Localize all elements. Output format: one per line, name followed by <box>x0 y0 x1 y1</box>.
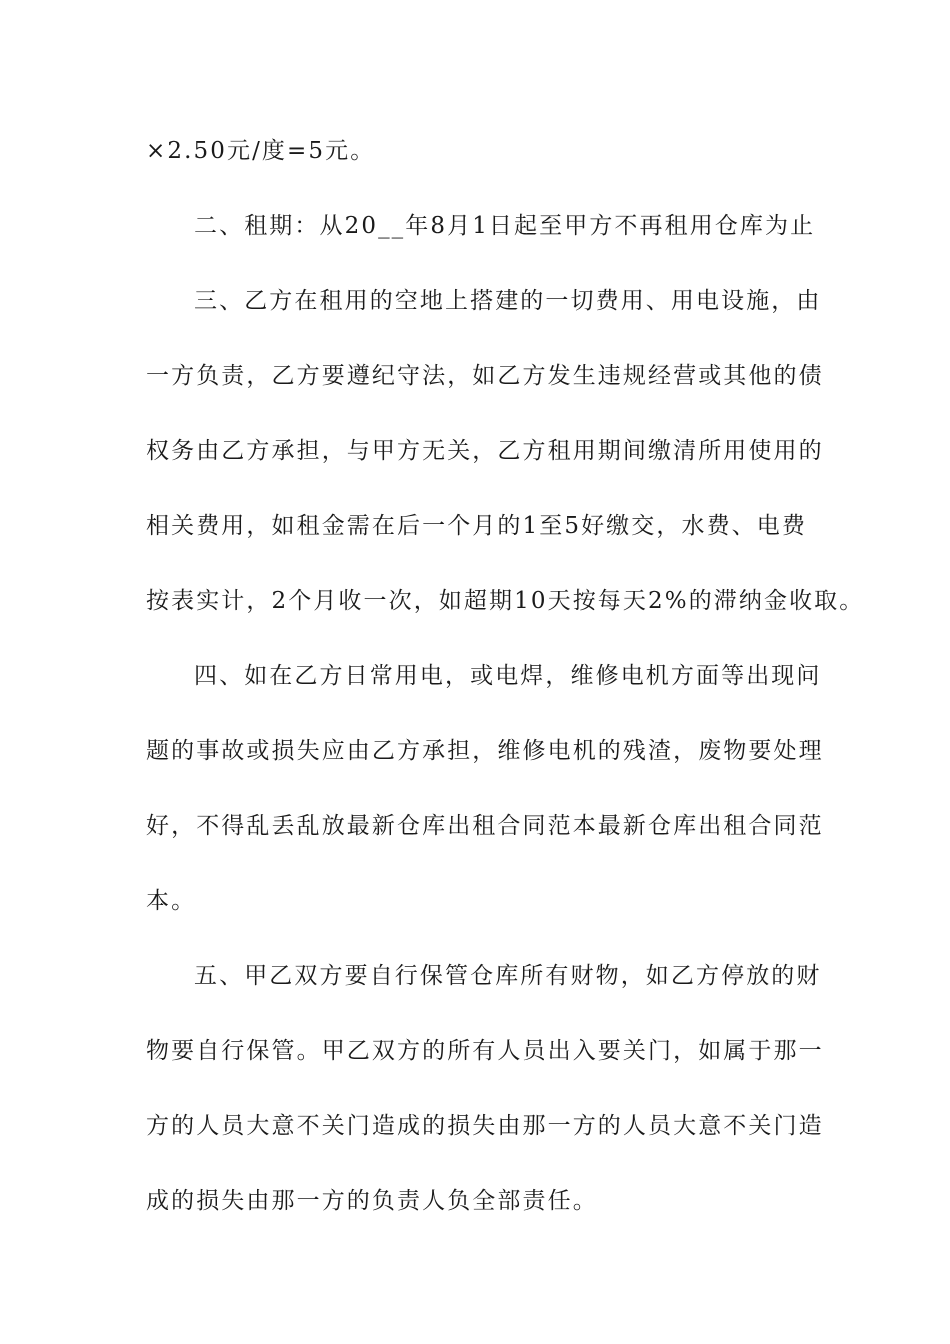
clause-3-line-4: 相关费用，如租金需在后一个月的1至5好缴交，水费、电费 <box>146 513 807 539</box>
clause-4-line-4: 本。 <box>146 888 197 914</box>
clause-5-line-2: 物要自行保管。甲乙双方的所有人员出入要关门，如属于那一 <box>146 1038 824 1064</box>
clause-4-line-2: 题的事故或损失应由乙方承担，维修电机的残渣，废物要处理 <box>146 738 824 764</box>
clause-3-line-1: 三、乙方在租用的空地上搭建的一切费用、用电设施，由 <box>194 288 822 314</box>
clause-5-line-3: 方的人员大意不关门造成的损失由那一方的人员大意不关门造 <box>146 1113 824 1139</box>
clause-5-line-4: 成的损失由那一方的负责人负全部责任。 <box>146 1188 598 1214</box>
clause-2-line-1: 二、租期：从20__年8月1日起至甲方不再租用仓库为止 <box>194 213 816 239</box>
clause-3-line-2: 一方负责，乙方要遵纪守法，如乙方发生违规经营或其他的债 <box>146 363 824 389</box>
text-line-1: ×2.50元/度=5元。 <box>146 138 376 164</box>
clause-3-line-5: 按表实计，2个月收一次，如超期10天按每天2%的滞纳金收取。 <box>146 588 865 614</box>
clause-3-line-3: 权务由乙方承担，与甲方无关，乙方租用期间缴清所用使用的 <box>146 438 824 464</box>
clause-5-line-1: 五、甲乙双方要自行保管仓库所有财物，如乙方停放的财 <box>194 963 822 989</box>
clause-4-line-1: 四、如在乙方日常用电，或电焊，维修电机方面等出现问 <box>194 663 822 689</box>
clause-4-line-3: 好，不得乱丢乱放最新仓库出租合同范本最新仓库出租合同范 <box>146 813 824 839</box>
